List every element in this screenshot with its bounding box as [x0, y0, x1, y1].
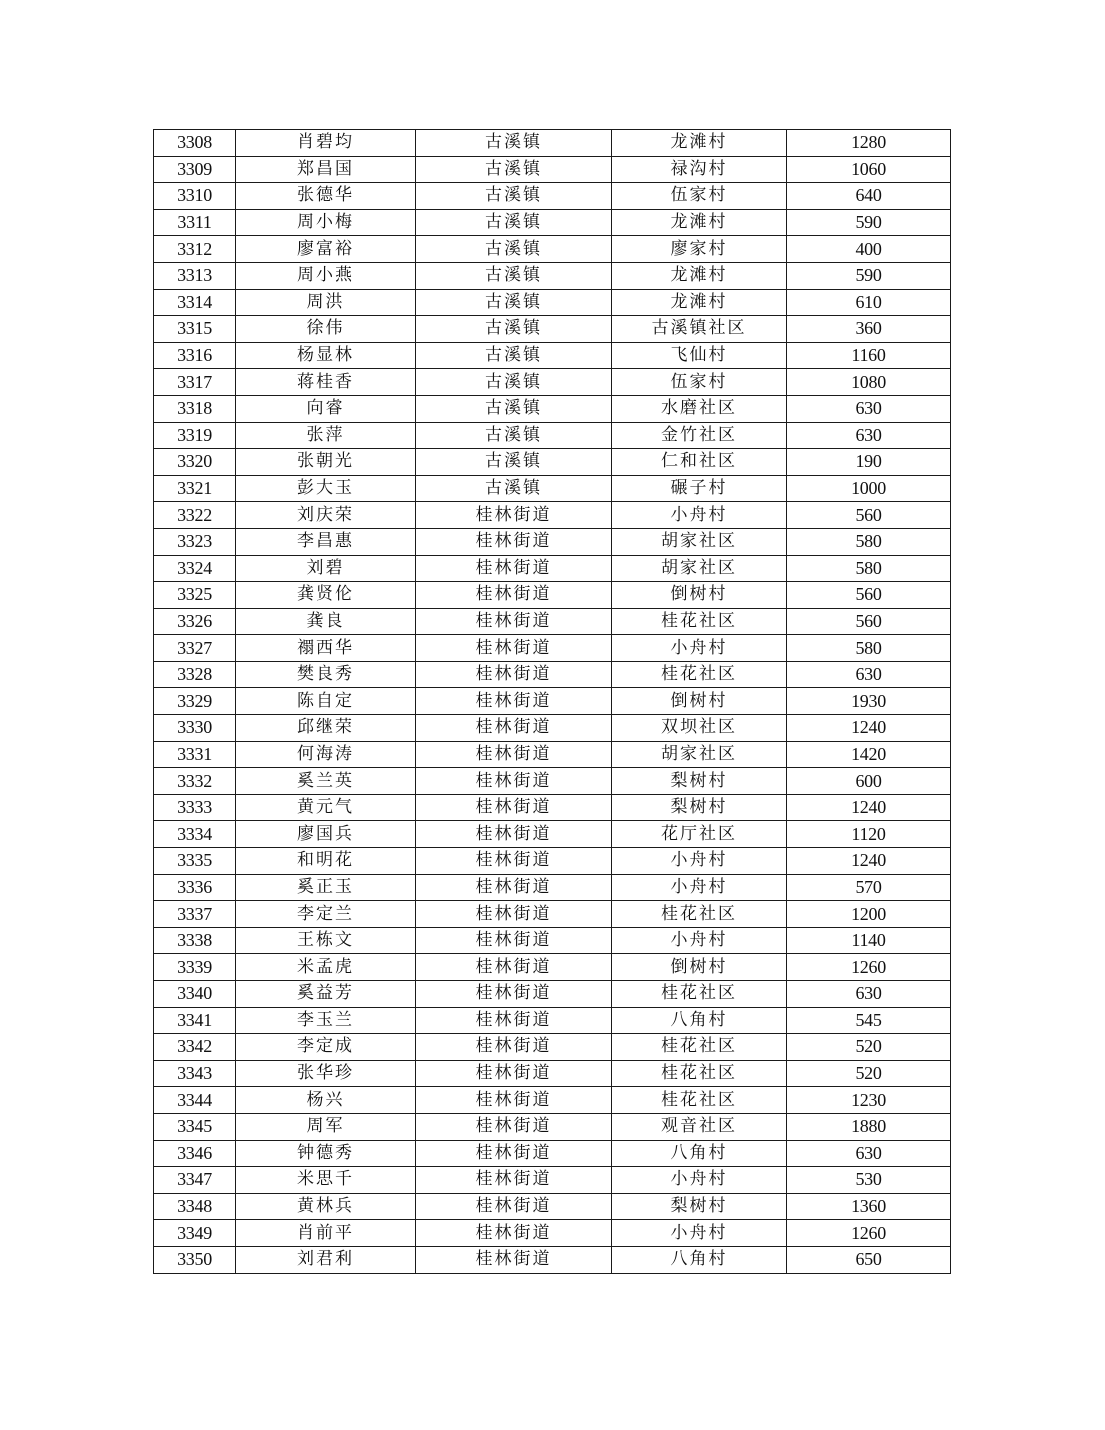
cell-id: 3312	[154, 236, 236, 263]
cell-name: 奚益芳	[236, 981, 416, 1008]
cell-town: 桂林街道	[416, 1167, 612, 1194]
cell-name: 李昌惠	[236, 528, 416, 555]
cell-town: 桂林街道	[416, 1087, 612, 1114]
cell-amount: 1260	[787, 1220, 951, 1247]
cell-name: 禤西华	[236, 635, 416, 662]
cell-village: 龙滩村	[612, 209, 787, 236]
cell-village: 小舟村	[612, 1167, 787, 1194]
cell-name: 张德华	[236, 183, 416, 210]
cell-amount: 1360	[787, 1193, 951, 1220]
cell-name: 龚良	[236, 608, 416, 635]
table-row	[154, 661, 951, 688]
cell-town: 桂林街道	[416, 1140, 612, 1167]
cell-id: 3309	[154, 156, 236, 183]
cell-amount: 560	[787, 582, 951, 609]
cell-town: 古溪镇	[416, 289, 612, 316]
cell-amount: 1240	[787, 848, 951, 875]
cell-name: 邱继荣	[236, 715, 416, 742]
table-row	[154, 927, 951, 954]
cell-name: 肖前平	[236, 1220, 416, 1247]
cell-id: 3319	[154, 422, 236, 449]
cell-amount: 1140	[787, 927, 951, 954]
cell-town: 桂林街道	[416, 954, 612, 981]
cell-name: 李玉兰	[236, 1007, 416, 1034]
cell-village: 观音社区	[612, 1113, 787, 1140]
cell-name: 黄林兵	[236, 1193, 416, 1220]
cell-name: 钟德秀	[236, 1140, 416, 1167]
table-row	[154, 794, 951, 821]
cell-amount: 1240	[787, 715, 951, 742]
cell-village: 小舟村	[612, 874, 787, 901]
cell-town: 桂林街道	[416, 1193, 612, 1220]
cell-town: 桂林街道	[416, 874, 612, 901]
cell-village: 桂花社区	[612, 981, 787, 1008]
table-row	[154, 1060, 951, 1087]
cell-village: 小舟村	[612, 635, 787, 662]
cell-id: 3313	[154, 262, 236, 289]
cell-id: 3308	[154, 130, 236, 157]
cell-town: 桂林街道	[416, 1060, 612, 1087]
cell-id: 3325	[154, 582, 236, 609]
table-row	[154, 1193, 951, 1220]
table-row	[154, 1007, 951, 1034]
cell-amount: 630	[787, 422, 951, 449]
table-row	[154, 130, 951, 157]
cell-town: 古溪镇	[416, 475, 612, 502]
cell-amount: 1160	[787, 342, 951, 369]
table-row	[154, 236, 951, 263]
cell-village: 禄沟村	[612, 156, 787, 183]
cell-village: 胡家社区	[612, 741, 787, 768]
cell-village: 伍家村	[612, 369, 787, 396]
cell-amount: 560	[787, 502, 951, 529]
roster-table	[153, 129, 951, 1274]
cell-town: 桂林街道	[416, 555, 612, 582]
cell-name: 张华珍	[236, 1060, 416, 1087]
table-row	[154, 395, 951, 422]
table-row	[154, 821, 951, 848]
cell-village: 八角村	[612, 1007, 787, 1034]
cell-id: 3350	[154, 1246, 236, 1273]
cell-name: 奚正玉	[236, 874, 416, 901]
cell-village: 梨树村	[612, 1193, 787, 1220]
cell-id: 3321	[154, 475, 236, 502]
cell-id: 3329	[154, 688, 236, 715]
cell-id: 3346	[154, 1140, 236, 1167]
cell-name: 米思千	[236, 1167, 416, 1194]
cell-town: 古溪镇	[416, 209, 612, 236]
cell-amount: 190	[787, 449, 951, 476]
cell-village: 水磨社区	[612, 395, 787, 422]
cell-amount: 1200	[787, 901, 951, 928]
cell-village: 梨树村	[612, 794, 787, 821]
cell-amount: 590	[787, 262, 951, 289]
cell-town: 古溪镇	[416, 316, 612, 343]
cell-id: 3347	[154, 1167, 236, 1194]
cell-id: 3327	[154, 635, 236, 662]
table-row	[154, 262, 951, 289]
table-row	[154, 316, 951, 343]
cell-name: 樊良秀	[236, 661, 416, 688]
cell-id: 3340	[154, 981, 236, 1008]
cell-id: 3323	[154, 528, 236, 555]
cell-town: 桂林街道	[416, 1007, 612, 1034]
cell-id: 3330	[154, 715, 236, 742]
cell-town: 桂林街道	[416, 927, 612, 954]
table-row	[154, 688, 951, 715]
cell-amount: 600	[787, 768, 951, 795]
cell-amount: 1000	[787, 475, 951, 502]
cell-name: 刘碧	[236, 555, 416, 582]
cell-amount: 630	[787, 661, 951, 688]
cell-village: 倒树村	[612, 688, 787, 715]
cell-town: 桂林街道	[416, 1113, 612, 1140]
cell-village: 小舟村	[612, 927, 787, 954]
cell-name: 周军	[236, 1113, 416, 1140]
cell-town: 桂林街道	[416, 1220, 612, 1247]
cell-village: 胡家社区	[612, 528, 787, 555]
cell-village: 金竹社区	[612, 422, 787, 449]
cell-amount: 580	[787, 528, 951, 555]
cell-town: 古溪镇	[416, 183, 612, 210]
cell-village: 倒树村	[612, 582, 787, 609]
cell-town: 桂林街道	[416, 794, 612, 821]
cell-id: 3320	[154, 449, 236, 476]
table-row	[154, 1140, 951, 1167]
cell-town: 古溪镇	[416, 422, 612, 449]
cell-name: 龚贤伦	[236, 582, 416, 609]
table-row	[154, 874, 951, 901]
cell-amount: 1280	[787, 130, 951, 157]
cell-id: 3322	[154, 502, 236, 529]
cell-town: 桂林街道	[416, 1246, 612, 1273]
cell-village: 桂花社区	[612, 1034, 787, 1061]
cell-amount: 545	[787, 1007, 951, 1034]
cell-amount: 630	[787, 981, 951, 1008]
table-row	[154, 369, 951, 396]
cell-town: 桂林街道	[416, 528, 612, 555]
cell-town: 桂林街道	[416, 741, 612, 768]
cell-amount: 400	[787, 236, 951, 263]
cell-id: 3326	[154, 608, 236, 635]
cell-amount: 1230	[787, 1087, 951, 1114]
cell-name: 徐伟	[236, 316, 416, 343]
cell-name: 廖国兵	[236, 821, 416, 848]
table-row	[154, 422, 951, 449]
cell-amount: 1060	[787, 156, 951, 183]
cell-village: 花厅社区	[612, 821, 787, 848]
cell-village: 小舟村	[612, 502, 787, 529]
table-row	[154, 1246, 951, 1273]
cell-town: 桂林街道	[416, 635, 612, 662]
cell-name: 周小梅	[236, 209, 416, 236]
cell-town: 古溪镇	[416, 236, 612, 263]
cell-id: 3314	[154, 289, 236, 316]
table-row	[154, 449, 951, 476]
cell-id: 3343	[154, 1060, 236, 1087]
cell-name: 张朝光	[236, 449, 416, 476]
cell-id: 3341	[154, 1007, 236, 1034]
cell-name: 肖碧均	[236, 130, 416, 157]
cell-village: 桂花社区	[612, 901, 787, 928]
table-row	[154, 635, 951, 662]
cell-village: 龙滩村	[612, 130, 787, 157]
cell-town: 桂林街道	[416, 901, 612, 928]
table-row	[154, 502, 951, 529]
cell-name: 杨显林	[236, 342, 416, 369]
cell-amount: 360	[787, 316, 951, 343]
cell-id: 3324	[154, 555, 236, 582]
cell-amount: 580	[787, 635, 951, 662]
cell-town: 古溪镇	[416, 130, 612, 157]
cell-amount: 1420	[787, 741, 951, 768]
table-row	[154, 528, 951, 555]
table-row	[154, 289, 951, 316]
cell-name: 杨兴	[236, 1087, 416, 1114]
cell-town: 桂林街道	[416, 661, 612, 688]
cell-village: 桂花社区	[612, 661, 787, 688]
cell-name: 周洪	[236, 289, 416, 316]
table-row	[154, 608, 951, 635]
cell-amount: 1240	[787, 794, 951, 821]
cell-id: 3317	[154, 369, 236, 396]
cell-amount: 630	[787, 395, 951, 422]
cell-town: 桂林街道	[416, 688, 612, 715]
table-row	[154, 555, 951, 582]
cell-town: 古溪镇	[416, 449, 612, 476]
cell-name: 向睿	[236, 395, 416, 422]
cell-name: 廖富裕	[236, 236, 416, 263]
cell-village: 龙滩村	[612, 289, 787, 316]
cell-name: 刘庆荣	[236, 502, 416, 529]
cell-id: 3331	[154, 741, 236, 768]
cell-name: 王栋文	[236, 927, 416, 954]
table-row	[154, 1113, 951, 1140]
cell-name: 周小燕	[236, 262, 416, 289]
cell-village: 小舟村	[612, 1220, 787, 1247]
cell-name: 黄元气	[236, 794, 416, 821]
table-row	[154, 582, 951, 609]
cell-village: 胡家社区	[612, 555, 787, 582]
cell-id: 3348	[154, 1193, 236, 1220]
cell-id: 3345	[154, 1113, 236, 1140]
table-row	[154, 1220, 951, 1247]
table-row	[154, 183, 951, 210]
cell-name: 郑昌国	[236, 156, 416, 183]
cell-village: 八角村	[612, 1140, 787, 1167]
cell-village: 倒树村	[612, 954, 787, 981]
cell-town: 桂林街道	[416, 821, 612, 848]
cell-id: 3316	[154, 342, 236, 369]
cell-amount: 1880	[787, 1113, 951, 1140]
cell-town: 古溪镇	[416, 156, 612, 183]
cell-amount: 530	[787, 1167, 951, 1194]
cell-village: 龙滩村	[612, 262, 787, 289]
cell-village: 仁和社区	[612, 449, 787, 476]
cell-town: 桂林街道	[416, 608, 612, 635]
table-row	[154, 1167, 951, 1194]
cell-amount: 590	[787, 209, 951, 236]
cell-amount: 1080	[787, 369, 951, 396]
cell-name: 彭大玉	[236, 475, 416, 502]
cell-town: 桂林街道	[416, 981, 612, 1008]
cell-name: 张萍	[236, 422, 416, 449]
cell-id: 3349	[154, 1220, 236, 1247]
cell-amount: 1120	[787, 821, 951, 848]
cell-town: 古溪镇	[416, 262, 612, 289]
cell-id: 3334	[154, 821, 236, 848]
cell-id: 3338	[154, 927, 236, 954]
cell-amount: 520	[787, 1034, 951, 1061]
table-row	[154, 475, 951, 502]
cell-id: 3339	[154, 954, 236, 981]
cell-town: 古溪镇	[416, 395, 612, 422]
cell-id: 3337	[154, 901, 236, 928]
cell-village: 双坝社区	[612, 715, 787, 742]
cell-village: 八角村	[612, 1246, 787, 1273]
cell-id: 3328	[154, 661, 236, 688]
cell-village: 碾子村	[612, 475, 787, 502]
cell-town: 桂林街道	[416, 848, 612, 875]
cell-name: 刘君利	[236, 1246, 416, 1273]
cell-amount: 570	[787, 874, 951, 901]
cell-amount: 520	[787, 1060, 951, 1087]
cell-village: 飞仙村	[612, 342, 787, 369]
table-row	[154, 768, 951, 795]
table-row	[154, 1034, 951, 1061]
table-row	[154, 741, 951, 768]
roster-table-body	[154, 130, 951, 1274]
table-row	[154, 342, 951, 369]
table-row	[154, 981, 951, 1008]
cell-id: 3335	[154, 848, 236, 875]
cell-village: 小舟村	[612, 848, 787, 875]
table-row	[154, 901, 951, 928]
cell-name: 陈自定	[236, 688, 416, 715]
cell-village: 古溪镇社区	[612, 316, 787, 343]
cell-village: 桂花社区	[612, 1087, 787, 1114]
cell-id: 3344	[154, 1087, 236, 1114]
cell-village: 廖家村	[612, 236, 787, 263]
cell-name: 李定成	[236, 1034, 416, 1061]
cell-town: 桂林街道	[416, 715, 612, 742]
cell-amount: 610	[787, 289, 951, 316]
cell-id: 3311	[154, 209, 236, 236]
table-row	[154, 954, 951, 981]
cell-id: 3342	[154, 1034, 236, 1061]
table-row	[154, 1087, 951, 1114]
cell-amount: 560	[787, 608, 951, 635]
cell-town: 桂林街道	[416, 768, 612, 795]
cell-amount: 1260	[787, 954, 951, 981]
cell-id: 3332	[154, 768, 236, 795]
cell-name: 李定兰	[236, 901, 416, 928]
cell-name: 奚兰英	[236, 768, 416, 795]
cell-town: 桂林街道	[416, 1034, 612, 1061]
cell-name: 米孟虎	[236, 954, 416, 981]
table-row	[154, 848, 951, 875]
cell-amount: 580	[787, 555, 951, 582]
cell-name: 和明花	[236, 848, 416, 875]
cell-name: 蒋桂香	[236, 369, 416, 396]
cell-town: 古溪镇	[416, 369, 612, 396]
table-row	[154, 156, 951, 183]
cell-id: 3310	[154, 183, 236, 210]
cell-amount: 650	[787, 1246, 951, 1273]
cell-name: 何海涛	[236, 741, 416, 768]
table-row	[154, 209, 951, 236]
cell-amount: 640	[787, 183, 951, 210]
cell-id: 3336	[154, 874, 236, 901]
table-row	[154, 715, 951, 742]
cell-amount: 1930	[787, 688, 951, 715]
cell-village: 桂花社区	[612, 1060, 787, 1087]
cell-town: 桂林街道	[416, 502, 612, 529]
cell-village: 伍家村	[612, 183, 787, 210]
cell-town: 古溪镇	[416, 342, 612, 369]
cell-id: 3333	[154, 794, 236, 821]
cell-amount: 630	[787, 1140, 951, 1167]
cell-village: 桂花社区	[612, 608, 787, 635]
cell-id: 3318	[154, 395, 236, 422]
cell-town: 桂林街道	[416, 582, 612, 609]
cell-id: 3315	[154, 316, 236, 343]
cell-village: 梨树村	[612, 768, 787, 795]
